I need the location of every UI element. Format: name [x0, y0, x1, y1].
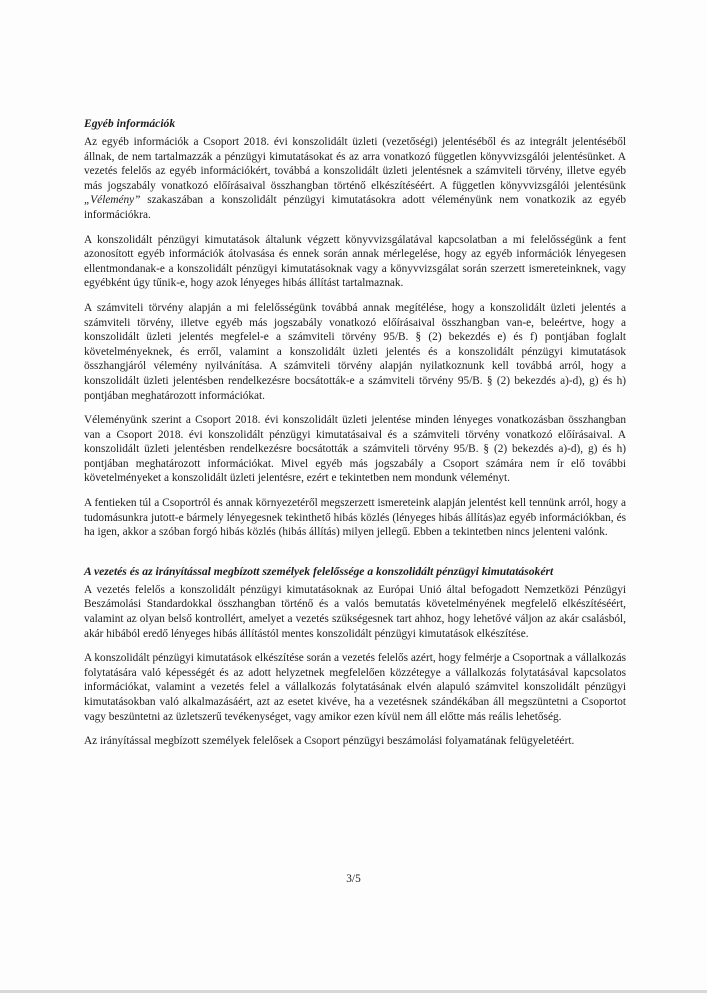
- paragraph-going-concern: A konszolidált pénzügyi kimutatások elkészítése során a vezetés felelős azért, hogy felmérje a Csoportnak a vállalkozás folytatására való képességét és az adott helyzetnek megfelelően közzétegye a vállalkozás folytatásával kapcsolatos információkat, valamint a vezetés felel a vállalkozás folytatásának elvén alapuló számvitel konszolidált pénzügyi kimutatásokban való alkalmazásáért, azt az esetet kivéve, ha a vezetésnek szándékában áll megszüntetni a Csoportot vagy beszüntetni az üzletszerű tevékenységet, vagy amikor ezen kívül nem áll előtte más reális lehetőség.: [84, 652, 626, 723]
- paragraph-text: Az egyéb információk a Csoport 2018. évi konszolidált üzleti (vezetőségi) jelentéséből és az integrált jelentéséből állnak, de nem tartalmazzák a pénzügyi kimutatásokat és az arra vonatkozó független könyvvizsgálói jelentésünket. A vezetés felelős az egyéb információkért, továbbá a konszolidált üzleti jelentésnek a számviteli törvény, illetve egyéb más jogszabály vonatkozó előírásaival összhangban történő elkészítéséért. A független könyvvizsgálói jelentésünk: [84, 136, 626, 192]
- paragraph-other-info-definition: [84, 135, 626, 223]
- quoted-section-name: „Vélemény”: [84, 194, 141, 207]
- section-heading-management-responsibility: A vezetés és az irányítással megbízott személyek felelőssége a konszolidált pénzügyi kimutatásokért: [84, 564, 554, 578]
- scan-edge-divider: [0, 990, 707, 993]
- paragraph-text: szakaszában a konszolidált pénzügyi kimutatásokra adott véleményünk nem vonatkozik az egyéb információkra.: [84, 194, 626, 221]
- section-spacer: [84, 550, 626, 564]
- paragraph-opinion: Véleményünk szerint a Csoport 2018. évi konszolidált üzleti jelentése minden lényeges vonatkozásban összhangban van a Csoport 2018. évi konszolidált pénzügyi kimutatásaival és a számviteli törvény vonatkozó előírásaival. A konszolidált üzleti jelentésben rendelkezésre bocsátották a számviteli törvény 95/B. § (2) bekezdés a)-d), g) és h) pontjában meghatározott információkat. Mivel egyéb más jogszabály a Csoport számára nem ír elő további követelményeket a konszolidált üzleti jelentésre, ezért e tekintetben nem mondunk véleményt.: [84, 414, 626, 485]
- paragraph-accounting-act: A számviteli törvény alapján a mi felelősségünk továbbá annak megítélése, hogy a konszolidált üzleti jelentés a számviteli törvény, illetve egyéb más jogszabály vonatkozó előírásaival összhangban van-e, beleértve, hogy a konszolidált üzleti jelentés megfelel-e a számviteli törvény 95/B. § (2) bekezdés e) és f) pontjában foglalt követelményeknek, és erről, valamint a konszolidált üzleti jelentés és a konszolidált pénzügyi kimutatások összhangjáról vélemény nyilvánítása. A számviteli törvény alapján nyilatkoznunk kell továbbá arról, hogy a konszolidált üzleti jelentésben rendelkezésre bocsátották-e a számviteli törvény 95/B. § (2) bekezdés a)-d), g) és h) pontjában meghatározott információkat.: [84, 301, 626, 402]
- page-content: [84, 116, 626, 759]
- page-number: 3/5: [346, 873, 361, 885]
- paragraph-management-preparation: A vezetés felelős a konszolidált pénzügyi kimutatásoknak az Európai Unió által befogadott Nemzetközi Pénzügyi Beszámolási Standardokkal összhangban történő és a valós bemutatás követelményének megfelelő elkészítéséért, valamint az olyan belső kontrollért, amelyet a vezetés szükségesnek tart ahhoz, hogy lehetővé váljon az akár csalásból, akár hibából eredő lényeges hibás állítástól mentes konszolidált pénzügyi kimutatások elkészítése.: [84, 583, 626, 640]
- paragraph-governance-oversight: Az irányítással megbízott személyek felelősek a Csoport pénzügyi beszámolási folyamatának felügyeletéért.: [84, 735, 575, 748]
- paragraph-auditor-responsibility: A konszolidált pénzügyi kimutatások általunk végzett könyvvizsgálatával kapcsolatban a mi felelősségünk a fent azonosított egyéb információk átolvasása és ennek során annak mérlegelése, hogy az egyéb információk lényegesen ellentmondanak-e a konszolidált pénzügyi kimutatásoknak vagy a könyvvizsgálat során szerzett ismereteinknek, vagy egyébként úgy tűnik-e, hogy azok lényeges hibás állítást tartalmaznak.: [84, 233, 626, 290]
- paragraph-reporting: A fentieken túl a Csoportról és annak környezetéről megszerzett ismereteink alapján jelentést kell tennünk arról, hogy a tudomásunkra jutott-e bármely lényegesnek tekinthető hibás közlés (lényeges hibás állítás)az egyéb információkban, és ha igen, akkor a szóban forgó hibás közlés (hibás állítás) milyen jellegű. Ebben a tekintetben nincs jelenteni valónk.: [84, 497, 626, 539]
- section-heading-other-information: Egyéb információk: [84, 117, 176, 130]
